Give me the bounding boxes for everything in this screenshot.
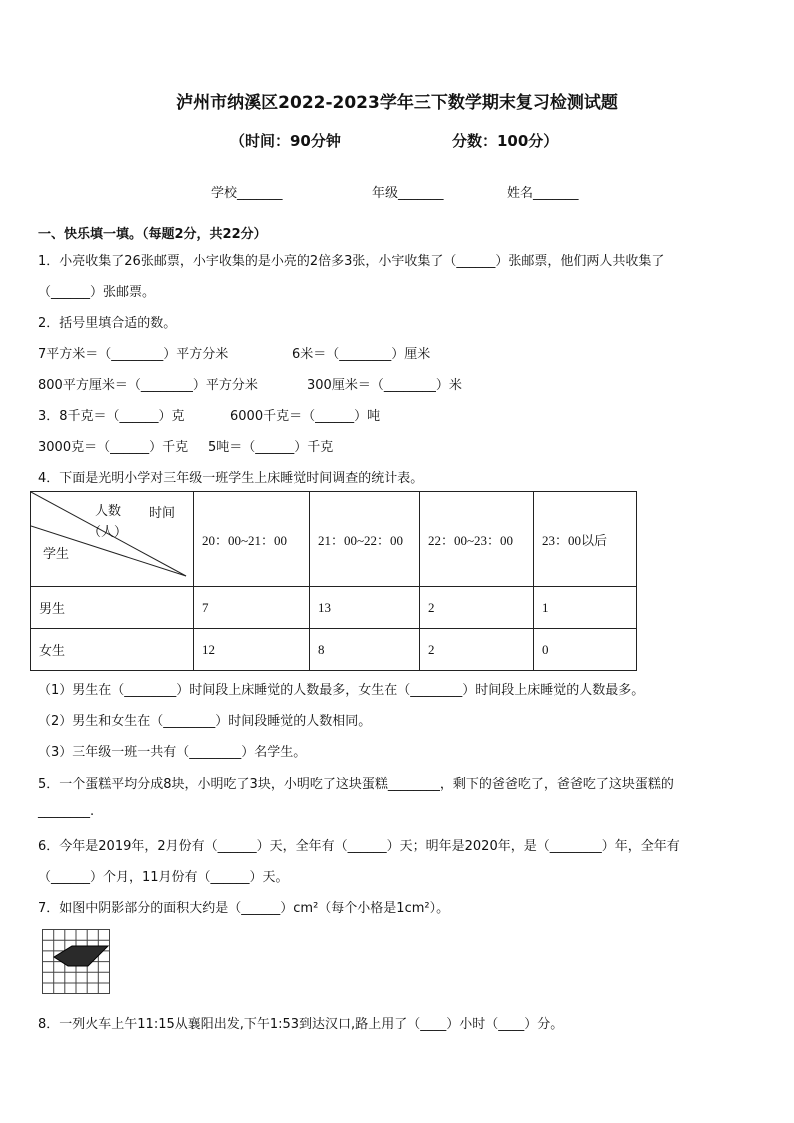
q4-sub1: （1）男生在（________）时间段上床睡觉的人数最多，女生在（________）时间段上床睡觉的人数最多。 <box>38 683 645 698</box>
table-header-cell: 23：00以后 <box>534 492 637 587</box>
corner-student-label: 学生 <box>43 547 70 562</box>
table-cell: 1 <box>534 587 637 629</box>
q1-line2: （______）张邮票。 <box>38 285 156 300</box>
shaded-region <box>54 946 108 966</box>
q1-line1: 1．小亮收集了26张邮票，小宇收集的是小亮的2倍多3张，小宇收集了（______）张邮票，他们两人共收集了 <box>38 254 665 269</box>
section-heading: 一、快乐填一填。（每题2分，共22分） <box>38 227 267 242</box>
q4-sub2: （2）男生和女生在（________）时间段睡觉的人数相同。 <box>38 714 372 729</box>
table-corner-cell <box>31 492 194 587</box>
q4-sub3: （3）三年级一班一共有（________）名学生。 <box>38 745 307 760</box>
grade-field: 年级_______ <box>372 186 444 201</box>
school-field: 学校_______ <box>211 186 283 201</box>
corner-people-label: 人数 <box>95 504 122 519</box>
table-row <box>31 587 637 629</box>
table-header-cell: 22：00~23：00 <box>420 492 534 587</box>
table-cell: 0 <box>534 629 637 671</box>
table-header-cell: 21：00~22：00 <box>310 492 420 587</box>
row-label: 男生 <box>31 587 194 629</box>
q2-b: 6米＝（________）厘米 <box>292 347 431 362</box>
sleep-time-table <box>30 491 637 671</box>
q8-line: 8．一列火车上午11:15从襄阳出发,下午1:53到达汉口,路上用了（____）小时（____）分。 <box>38 1017 564 1032</box>
table-cell: 2 <box>420 587 534 629</box>
row-label: 女生 <box>31 629 194 671</box>
name-field: 姓名_______ <box>507 186 579 201</box>
table-cell: 8 <box>310 629 420 671</box>
shaded-grid-figure <box>42 929 112 995</box>
exam-score: 分数：100分） <box>452 132 559 150</box>
q4-intro: 4．下面是光明小学对三年级一班学生上床睡觉时间调查的统计表。 <box>38 471 424 486</box>
corner-time-label: 时间 <box>149 506 176 521</box>
q3-a: 3．8千克＝（______）克 <box>38 409 185 424</box>
table-row <box>31 629 637 671</box>
q7-line: 7．如图中阴影部分的面积大约是（______）cm²（每个小格是1cm²）。 <box>38 901 450 916</box>
table-cell: 7 <box>194 587 310 629</box>
q2-c: 800平方厘米＝（________）平方分米 <box>38 378 258 393</box>
exam-time: （时间：90分钟 <box>230 132 341 150</box>
q5-line1: 5．一个蛋糕平均分成8块，小明吃了3块，小明吃了这块蛋糕________，剩下的爸爸吃了，爸爸吃了这块蛋糕的 <box>38 777 674 792</box>
q3-b: 6000千克＝（______）吨 <box>230 409 381 424</box>
q2-d: 300厘米＝（________）米 <box>307 378 462 393</box>
q2-a: 7平方米＝（________）平方分米 <box>38 347 229 362</box>
page-title: 泸州市纳溪区2022-2023学年三下数学期末复习检测试题 <box>176 93 618 113</box>
table-cell: 12 <box>194 629 310 671</box>
q3-d: 5吨＝（______）千克 <box>208 440 334 455</box>
table-header-row <box>31 492 637 587</box>
table-cell: 13 <box>310 587 420 629</box>
q3-c: 3000克＝（______）千克 <box>38 440 189 455</box>
q2-intro: 2．括号里填合适的数。 <box>38 316 177 331</box>
q6-line1: 6．今年是2019年，2月份有（______）天，全年有（______）天；明年是2020年，是（________）年，全年有 <box>38 839 680 854</box>
q6-line2: （______）个月，11月份有（______）天。 <box>38 870 289 885</box>
table-header-cell: 20：00~21：00 <box>194 492 310 587</box>
corner-people-unit: （人） <box>88 525 128 540</box>
q5-line2: ________. <box>38 804 95 819</box>
table-cell: 2 <box>420 629 534 671</box>
